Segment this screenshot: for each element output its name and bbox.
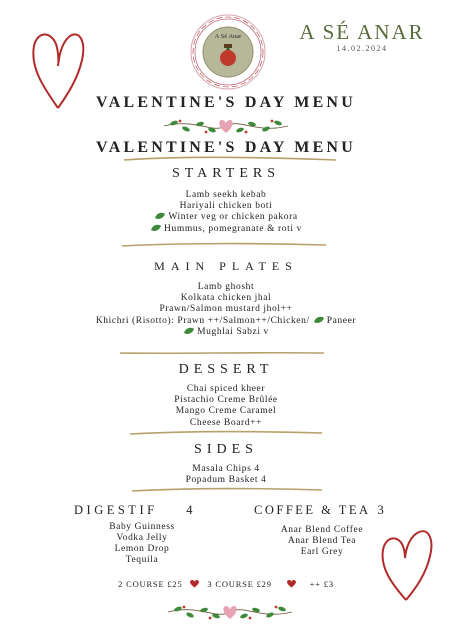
digestif-section (74, 503, 224, 518)
vine-divider (160, 600, 300, 624)
three-course-price: 3 COURSE £29 (207, 579, 272, 590)
gold-divider (128, 484, 326, 496)
starters-list (0, 190, 452, 235)
coffee-section (254, 503, 414, 518)
heart-icon (287, 580, 296, 588)
coffee-list (262, 525, 382, 558)
list-item: Popadum Basket 4 (185, 475, 267, 486)
gold-divider (126, 428, 326, 440)
heart-outline-icon (374, 518, 438, 608)
sides-heading: SIDES (194, 442, 258, 457)
heart-icon (190, 580, 199, 588)
menu-date: 14.02.2024 (336, 44, 388, 53)
list-item: Kolkata chicken jhal (180, 293, 272, 304)
digestif-price: 4 (186, 503, 196, 517)
list-item: Lemon Drop (114, 544, 170, 554)
brand-name: A SÉ ANAR (299, 20, 425, 44)
list-item: Lamb ghosht (197, 282, 255, 292)
prices-line (0, 578, 452, 589)
list-item: Pistachio Creme Brûlée (174, 395, 278, 406)
dessert-list (0, 384, 452, 429)
digestif-heading: DIGESTIF (74, 503, 158, 517)
gold-divider (118, 240, 330, 252)
page-subtitle: VALENTINE'S DAY MENU (96, 139, 356, 156)
list-item: Tequila (125, 555, 159, 565)
list-item: Hariyali chicken boti (179, 201, 273, 212)
coffee-price: 3 (377, 503, 387, 517)
leaf-icon (154, 212, 166, 220)
list-item: Mango Creme Caramel (175, 406, 277, 417)
supplement-price: ++ £3 (309, 579, 334, 590)
list-item: Lamb seekh kebab (185, 190, 267, 200)
list-item: Prawn/Salmon mustard jhol++ (159, 304, 293, 315)
list-item: Earl Grey (300, 547, 344, 557)
digestif-list (92, 522, 192, 566)
gold-divider (120, 154, 340, 166)
mains-heading: MAIN PLATES (154, 259, 298, 273)
leaf-icon (183, 327, 195, 335)
list-item: Vodka Jelly (116, 533, 168, 543)
restaurant-logo (188, 12, 268, 92)
dessert-heading: DESSERT (178, 362, 274, 377)
gold-divider (116, 348, 328, 360)
list-item: Khichri (Risotto): Prawn ++/Salmon++/Chicken/ Paneer (95, 315, 357, 326)
leaf-icon (150, 224, 162, 232)
logo-text: A Sé Anar (214, 33, 242, 40)
mains-list (0, 282, 452, 338)
list-item: Anar Blend Tea (287, 536, 357, 546)
coffee-heading: COFFEE & TEA (254, 503, 370, 517)
list-item: Baby Guinness (109, 522, 175, 532)
list-item: Chai spiced kheer (186, 384, 266, 394)
list-item: Winter veg or chicken pakora (0, 212, 452, 223)
starters-heading: STARTERS (171, 166, 281, 181)
list-item: Hummus, pomegranate & roti v (0, 224, 452, 235)
leaf-icon (313, 316, 325, 324)
list-item: Masala Chips 4 (192, 464, 260, 474)
page-title: VALENTINE'S DAY MENU (96, 94, 356, 111)
list-item: Anar Blend Coffee (280, 525, 364, 535)
two-course-price: 2 COURSE £25 (118, 579, 183, 590)
vine-divider (156, 114, 296, 138)
list-item: Mughlai Sabzi v (0, 327, 452, 338)
list-item: Cheese Board++ (189, 417, 263, 428)
